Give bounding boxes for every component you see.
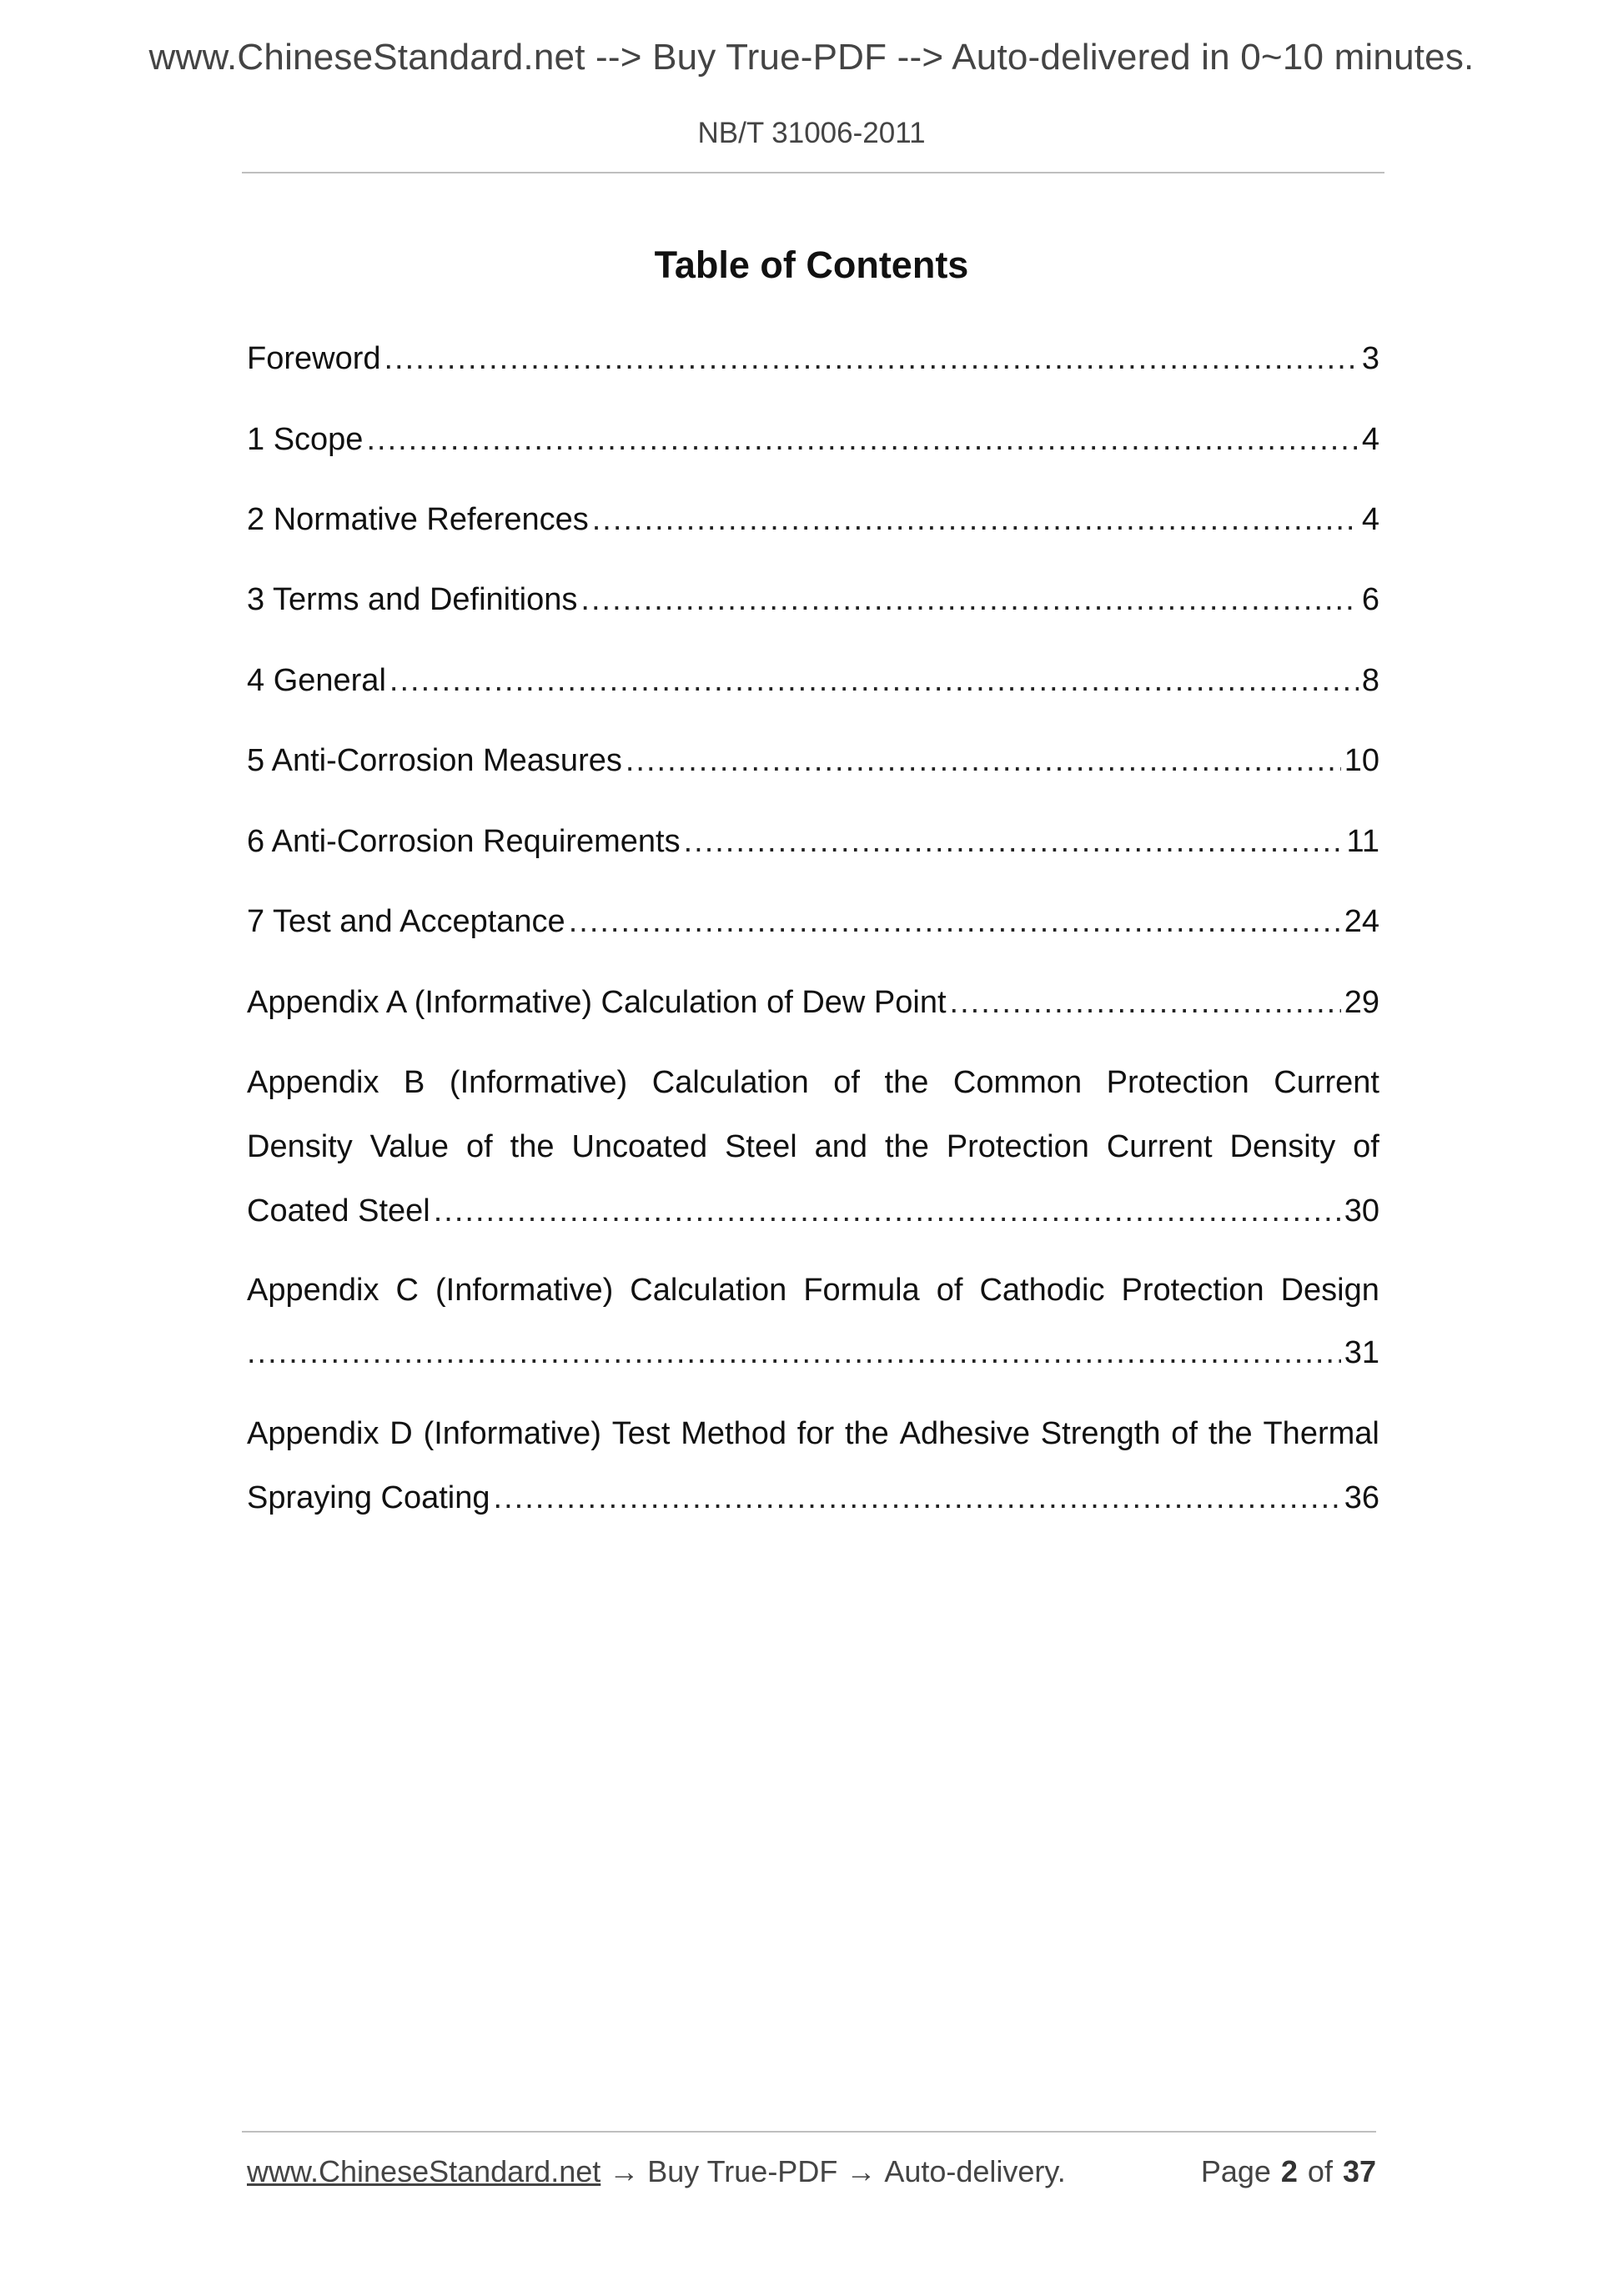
toc-entry-appendix-a[interactable] xyxy=(247,971,1379,1035)
toc-entry-anti-corrosion-measures[interactable] xyxy=(247,729,1379,793)
toc-entry-title-tail: Spraying Coating xyxy=(247,1480,490,1515)
toc-entry-title: 3 Terms and Definitions xyxy=(247,582,578,617)
leader-dots xyxy=(950,971,1341,1035)
page-label: Page xyxy=(1200,2154,1271,2188)
toc-entry-appendix-c[interactable] xyxy=(247,1259,1379,1383)
toc-entry-page: 30 xyxy=(1344,1193,1379,1228)
document-code: NB/T 31006-2011 xyxy=(697,117,926,149)
toc-entry-foreword[interactable] xyxy=(247,327,1379,391)
toc-entry-page: 31 xyxy=(1344,1335,1379,1370)
footer-divider xyxy=(242,2131,1376,2133)
toc-entry-title: Foreword xyxy=(247,341,381,376)
toc-entry-title: 2 Normative References xyxy=(247,502,589,537)
delivery-text: Auto-delivery. xyxy=(884,2154,1066,2188)
leader-dots xyxy=(592,488,1359,552)
toc-entry-normative-references[interactable] xyxy=(247,488,1379,552)
toc-entry-page: 6 xyxy=(1361,582,1379,617)
toc-entry-page: 11 xyxy=(1346,824,1379,859)
page-indicator xyxy=(1201,2154,1376,2189)
top-banner: www.ChineseStandard.net --> Buy True-PDF --> Auto-delivered in 0~10 minutes. xyxy=(148,37,1475,78)
toc-entry-page: 4 xyxy=(1361,422,1379,457)
total-pages: 37 xyxy=(1342,2154,1376,2188)
leader-dots xyxy=(366,408,1358,472)
toc-entry-line-1: Appendix B (Informative) Calculation of the Common Protection Current xyxy=(247,1065,1379,1100)
toc-entry-page: 8 xyxy=(1361,663,1379,698)
toc-entry-title: 1 Scope xyxy=(247,422,364,457)
leader-dots xyxy=(569,890,1341,954)
leader-dots xyxy=(434,1179,1341,1243)
toc-entry-title: Appendix A (Informative) Calculation of Dew Point xyxy=(247,985,947,1020)
toc-entry-appendix-d[interactable] xyxy=(247,1402,1379,1530)
toc-entry-test-and-acceptance[interactable] xyxy=(247,890,1379,954)
toc-entry-scope[interactable] xyxy=(247,408,1379,472)
page-footer xyxy=(247,2154,1376,2189)
toc-entry-page: 36 xyxy=(1344,1480,1379,1515)
header-divider xyxy=(242,172,1384,173)
current-page: 2 xyxy=(1280,2154,1298,2188)
toc-entry-title: 5 Anti-Corrosion Measures xyxy=(247,743,622,778)
toc-entry-title-tail: Coated Steel xyxy=(247,1193,430,1228)
leader-dots xyxy=(580,568,1358,632)
buy-text: Buy True-PDF xyxy=(647,2154,838,2188)
toc-entry-line-1: Appendix D (Informative) Test Method for the Adhesive Strength of the Thermal xyxy=(247,1416,1379,1451)
toc-entry-page: 4 xyxy=(1361,502,1379,537)
toc-entry-anti-corrosion-requirements[interactable] xyxy=(247,810,1379,874)
toc-entry-general[interactable] xyxy=(247,649,1379,713)
arrow-icon: → xyxy=(846,2154,877,2188)
leader-dots xyxy=(389,649,1359,713)
leader-dots xyxy=(626,729,1341,793)
toc-title: Table of Contents xyxy=(654,244,969,286)
website-link[interactable]: www.ChineseStandard.net xyxy=(247,2154,601,2188)
leader-dots xyxy=(247,1323,1341,1383)
leader-dots xyxy=(384,327,1359,391)
toc-entry-page: 3 xyxy=(1361,341,1379,376)
page-of: of xyxy=(1307,2154,1333,2188)
leader-dots xyxy=(684,810,1344,874)
arrow-icon: → xyxy=(609,2154,640,2188)
footer-left xyxy=(247,2154,1066,2189)
toc-entry-title: 4 General xyxy=(247,663,386,698)
leader-dots xyxy=(494,1466,1341,1530)
toc-entry-page: 29 xyxy=(1344,985,1379,1020)
toc-entry-page: 10 xyxy=(1344,743,1379,778)
toc-entry-appendix-b[interactable] xyxy=(247,1051,1379,1243)
toc-entry-terms-and-definitions[interactable] xyxy=(247,568,1379,632)
toc-entry-line-1: Appendix C (Informative) Calculation Formula of Cathodic Protection Design xyxy=(247,1273,1379,1308)
toc-entry-title: 7 Test and Acceptance xyxy=(247,904,565,939)
toc-entry-title: 6 Anti-Corrosion Requirements xyxy=(247,824,681,859)
toc-entry-line-2: Density Value of the Uncoated Steel and the Protection Current Density of xyxy=(247,1129,1379,1164)
toc-entry-page: 24 xyxy=(1344,904,1379,939)
